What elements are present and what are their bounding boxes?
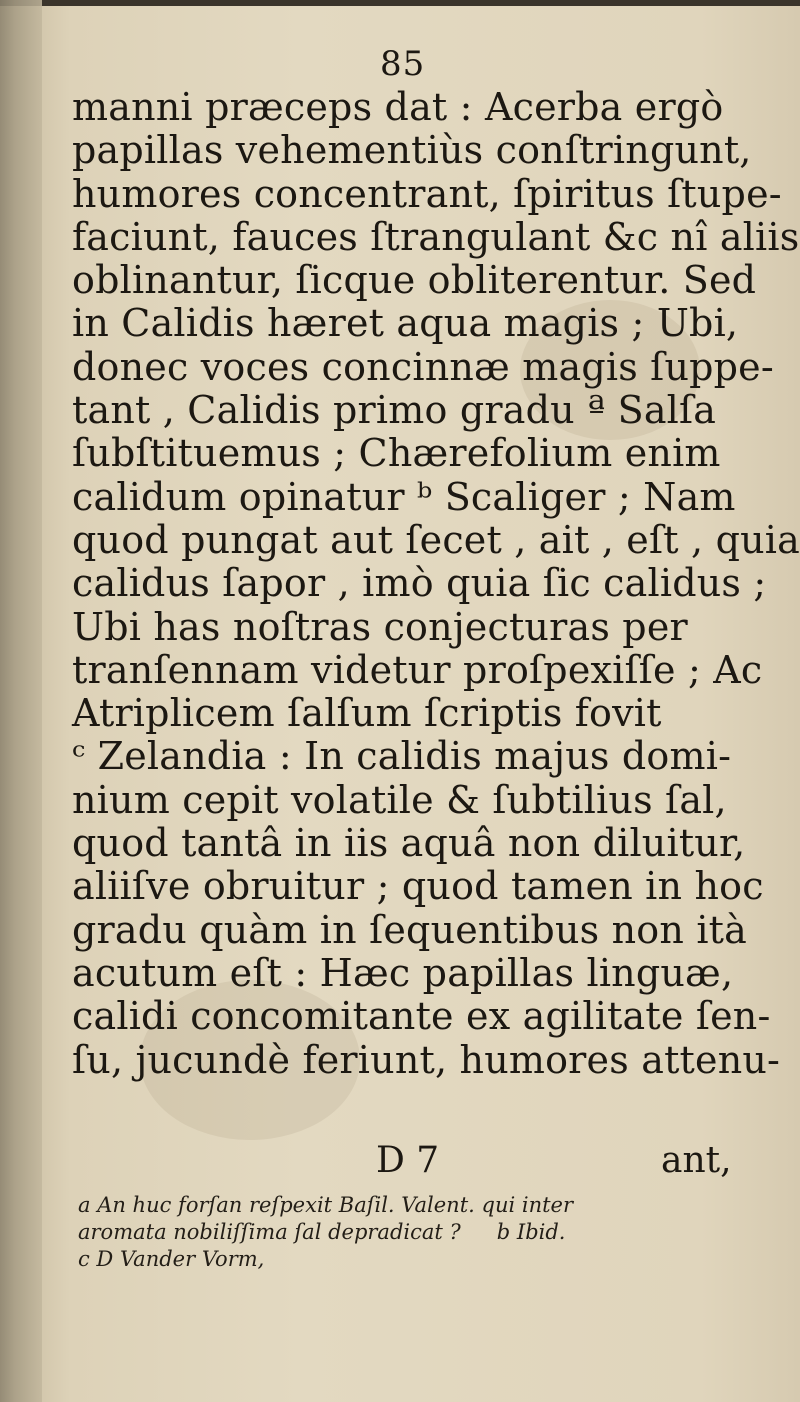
scan-top-edge <box>0 0 800 6</box>
text-line: nium cepit volatile & ſubtilius ſal, <box>72 777 727 822</box>
text-line: in Calidis hæret aqua magis ; Ubi, <box>72 301 739 346</box>
text-line: Atriplicem ſalſum ſcriptis fovit <box>72 691 662 736</box>
footnotes <box>78 1192 778 1273</box>
text-line: faciunt, fauces ſtrangulant &c nî aliis <box>72 214 800 259</box>
text-line: ſu, jucundè feriunt, humores attenu- <box>72 1037 781 1082</box>
text-line: papillas vehementiùs conſtringunt, <box>72 128 752 173</box>
text-line: ᶜ Zelandia : In calidis majus domi- <box>72 734 732 779</box>
text-line: calidus ſapor , imò quia ſic calidus ; <box>72 561 767 606</box>
text-line: donec voces concinnæ magis ſuppe- <box>72 344 774 389</box>
text-line: oblinantur, ſicque obliterentur. Sed <box>72 258 757 303</box>
text-line: gradu quàm in ſequentibus non ità <box>72 907 747 952</box>
text-line: calidi concomitante ex agilitate ſen- <box>72 994 771 1039</box>
binding-shadow <box>0 0 42 1402</box>
footnote-c: c D Vander Vorm, <box>78 1247 265 1271</box>
text-line: aliiſve obruitur ; quod tamen in hoc <box>72 864 764 909</box>
text-line: manni præceps dat : Acerba ergò <box>72 85 724 129</box>
text-line: quod tantâ in iis aquâ non diluitur, <box>72 821 746 866</box>
catch-word: ant, <box>661 1140 732 1181</box>
text-line: Ubi has noſtras conjecturas per <box>72 604 688 649</box>
signature-row <box>0 1140 800 1180</box>
page-number: 85 <box>380 44 426 84</box>
footnote-a-cont <box>78 1219 778 1246</box>
text-line: calidum opinatur ᵇ Scaliger ; Nam <box>72 474 736 519</box>
text-line: humores concentrant, ſpiritus ſtupe- <box>72 171 782 216</box>
body-text <box>72 85 800 1082</box>
text-line: ſubſtituemus ; Chærefolium enim <box>72 431 721 476</box>
text-line: acutum eſt : Hæc papillas linguæ, <box>72 950 734 995</box>
text-line: quod pungat aut ſecet , ait , eſt , quia <box>72 517 800 562</box>
text-line: tant , Calidis primo gradu ª Salſa <box>72 388 717 433</box>
footnote-a: a An huc forſan reſpexit Baſil. Valent. qui inter <box>78 1193 574 1217</box>
footnote-b: b Ibid. <box>496 1220 566 1244</box>
footnote-a-text: aromata nobiliſſima ſal depradicat ? <box>78 1220 461 1244</box>
text-line: tranſennam videtur proſpexiſſe ; Ac <box>72 647 763 692</box>
signature-mark: D 7 <box>376 1140 440 1181</box>
